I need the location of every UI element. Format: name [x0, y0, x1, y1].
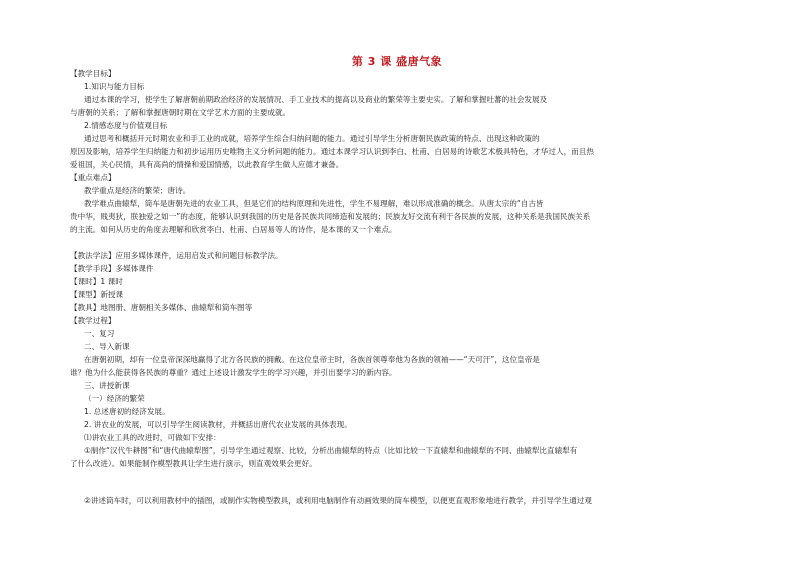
- paragraph-line: 教学重点是经济的繁荣；唐诗。: [84, 186, 191, 195]
- section-heading-methods: 【教法学法】应用多媒体课件，运用启发式和问题目标教学法。: [70, 251, 283, 260]
- subheading-new-lesson: 三、讲授新课: [84, 381, 130, 390]
- section-heading-means: 【教学手段】多媒体课件: [70, 264, 154, 273]
- paragraph-line: 谁？他为什么能获得各民族的尊重？通过上述设计激发学生的学习兴趣，并引出要学习的新内容。: [70, 368, 397, 377]
- section-heading-process: 【教学过程】: [70, 316, 116, 325]
- paragraph-line: 原因及影响，培养学生归纳能力和初步运用历史唯物主义分析问题的能力。通过本课学习认识到李白、杜甫、白居易的诗歌艺术极具特色，才华过人，而且热: [70, 147, 594, 156]
- paragraph-line: 1. 总述唐初的经济发展。: [84, 407, 170, 416]
- paragraph-line: 贵中华，贱夷狄，朕独爱之如一”的态度，能够认识到我国的历史是各民族共同缔造和发展的；民族友好交流有利于各民族的发展，这种关系是我国民族关系: [70, 212, 591, 221]
- paragraph-line: 了什么改进）。如果能制作模型教具让学生进行演示，则直观效果会更好。: [70, 459, 317, 468]
- paragraph-line: ①制作“汉代牛耕图”和“唐代曲辕犁图”，引导学生通过观察、比较，分析出曲辕犁的特点（比如比较一下直辕犁和曲辕犁的不同、曲辕犁比直辕犁有: [84, 446, 578, 455]
- section-heading-objectives: 【教学目标】: [70, 69, 116, 78]
- section-heading-hours: 【课时】1 课时: [70, 277, 123, 286]
- subheading-intro: 二、导入新课: [84, 342, 130, 351]
- paragraph-line: 通过思考和概括开元时期农业和手工业的成就，培养学生综合归纳问题的能力。通过引导学生分析唐朝民族政策的特点、出现这种政策的: [84, 134, 540, 143]
- paragraph-line: 2. 讲农业的发展，可以引导学生阅读教材，并概括出唐代农业发展的具体表现。: [84, 420, 352, 429]
- paragraph-line: ⑴讲农业工具的改进时，可做如下安排：: [84, 433, 221, 442]
- lesson-title: 第 3 课 盛唐气象: [351, 55, 443, 68]
- paragraph-line: 通过本课的学习，使学生了解唐朝前期政治经济的发展情况、手工业技术的提高以及商业的繁荣等主要史实。了解和掌握吐蕃的社会发展及: [84, 95, 548, 104]
- subheading-review: 一、复习: [84, 329, 115, 338]
- subheading-knowledge: 1.知识与能力目标: [84, 82, 145, 91]
- paragraph-line: 的主流。如何从历史的角度去理解和欣赏李白、杜甫、白居易等人的诗作，是本课的又一个难点。: [70, 225, 397, 234]
- paragraph-line: 在唐朝初期，却有一位皇帝深深地赢得了北方各民族的拥戴。在这位皇帝主时，各族首领尊奉他为各族的领袖——“天可汗”，这位皇帝是: [84, 355, 540, 364]
- subheading-economy: （一）经济的繁荣: [84, 394, 145, 403]
- section-heading-tools: 【教具】地图册、唐朝相关多媒体、曲辕犁和筒车图等: [70, 303, 253, 312]
- paragraph-line: 爱祖国，关心民情，具有高尚的情操和爱国情感，以此教育学生做人应德才兼备。: [70, 160, 344, 169]
- paragraph-line: 教学难点曲辕犁，筒车是唐朝先进的农业工具，但是它们的结构原理和先进性，学生不易理解，难以形成准确的概念。从唐太宗的“自古皆: [84, 199, 544, 208]
- section-heading-type: 【课型】新授课: [70, 290, 124, 299]
- section-heading-keypoints: 【重点难点】: [70, 173, 116, 182]
- subheading-attitude: 2.情感态度与价值观目标: [84, 121, 168, 130]
- paragraph-line: ②讲述筒车时，可以利用教材中的插图，或制作实物模型教具，或利用电脑制作有动画效果的筒车模型，以便更直观形象地进行教学，并引导学生通过观: [84, 496, 592, 505]
- paragraph-line: 与唐朝的关系；了解和掌握唐朝时期在文学艺术方面的主要成就。: [70, 108, 291, 117]
